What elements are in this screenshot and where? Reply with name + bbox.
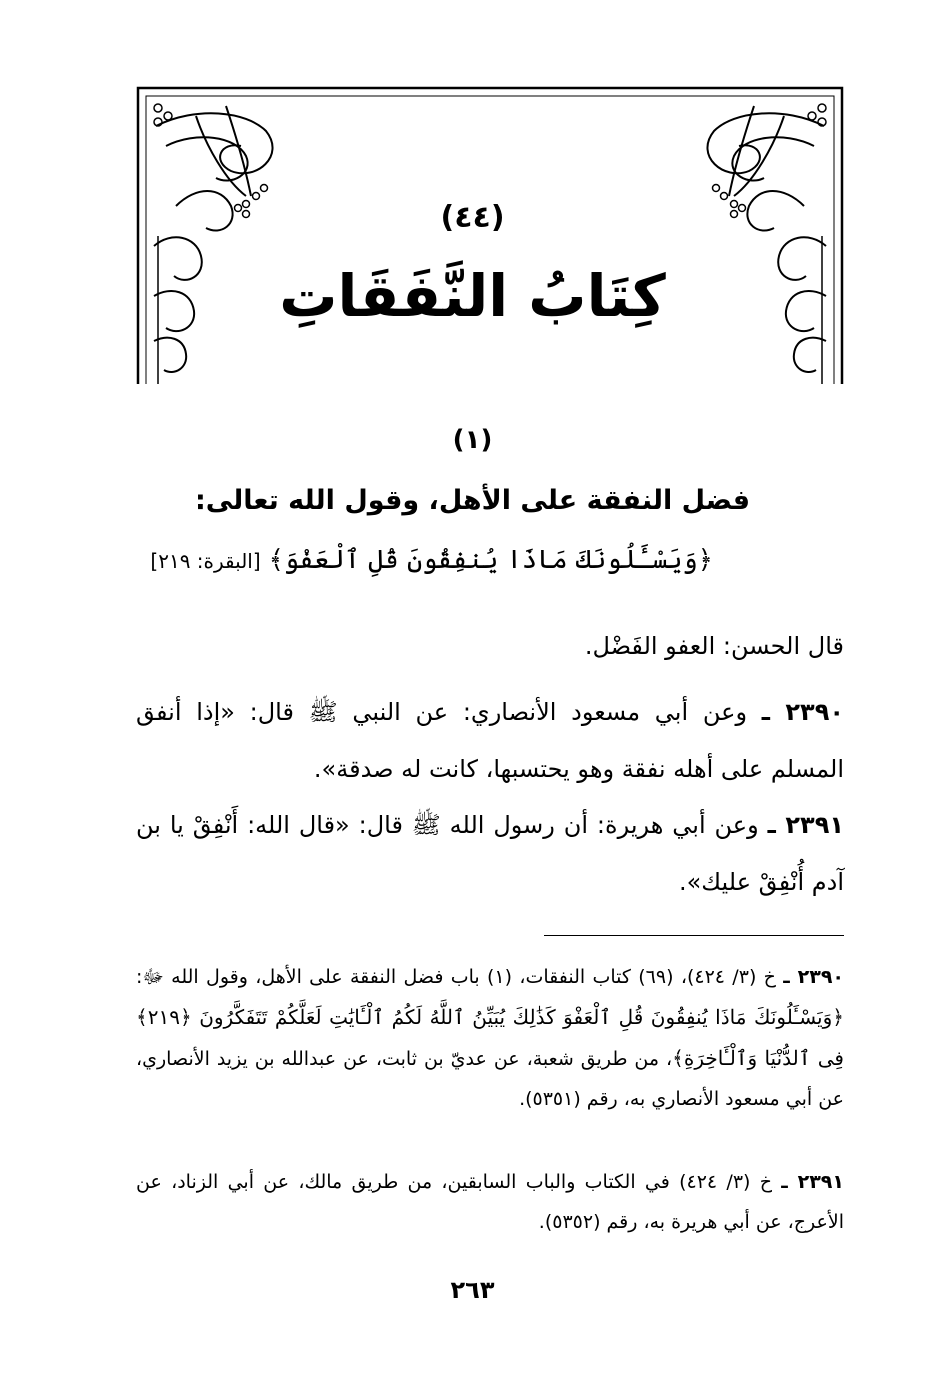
footnote-text: خ (٣/ ٤٢٤) في الكتاب والباب السابقين، من طريق مالك، عن أبي الزناد، عن الأعرج، عن أبي هريرة به، رقم (٥٣٥٢).: [136, 1171, 844, 1233]
chapter-verse: ﴿وَيَسْـَٔلُونَكَ مَاذَا يُنفِقُونَ قُلِ ٱلْعَفْوَ﴾: [268, 545, 713, 575]
book-title: كِتَابُ النَّفَقَاتِ: [279, 262, 666, 330]
footnote-2391: [136, 1162, 844, 1242]
hadith-text: وعن أبي مسعود الأنصاري: عن النبي ﷺ قال: «إذا أنفق المسلم على أهله نفقة وهو يحتسبها، كانت له صدقة».: [136, 698, 844, 783]
hadith-2390: [136, 684, 844, 798]
footnote-2390: [136, 957, 844, 1119]
ornamental-frame: [136, 86, 844, 384]
paragraph-hasan: [136, 618, 844, 675]
footnote-verse: ﴿وَيَسْـَٔلُونَكَ مَاذَا يُنفِقُونَ قُلِ ٱلْعَفْوَ كَذَٰلِكَ يُبَيِّنُ ٱللَّهُ لَكُمُ ٱلْـَٔايَٰتِ لَعَلَّكُمْ تَتَفَكَّرُونَ ﴿٢١٩﴾ فِى ٱلدُّنْيَا وَٱلْـَٔاخِرَةِ﴾: [136, 1005, 844, 1070]
hadith-2391: [136, 797, 844, 911]
footnote-text: خ (٣/ ٤٢٤)، (٦٩) كتاب النفقات، (١) باب فضل النفقة على الأهل، وقول الله ﷻ:: [136, 966, 776, 988]
hadith-number: ٢٣٩١ ـ: [767, 811, 844, 839]
hadith-number: ٢٣٩٠ ـ: [761, 698, 844, 726]
paragraph-text: قال الحسن: العفو الفَضْل.: [584, 632, 844, 660]
chapter-number: (١): [452, 425, 493, 455]
page-number: ٢٦٣: [450, 1276, 495, 1304]
footnote-number: ٢٣٩٠ ـ: [783, 966, 845, 988]
chapter-verse-ref: [البقرة: ٢١٩]: [150, 549, 261, 573]
book-number: (٤٤): [440, 200, 505, 235]
hadith-text: وعن أبي هريرة: أن رسول الله ﷺ قال: «قال الله: أَنْفِقْ يا بن آدم أُنْفِقْ عليك».: [136, 811, 844, 896]
chapter-title: فضل النفقة على الأهل، وقول الله تعالى:: [194, 485, 751, 516]
footnote-text-after: ، من طريق شعبة، عن عديّ بن ثابت، عن عبدالله بن يزيد الأنصاري، عن أبي مسعود الأنصاري به، رقم (٥٣٥١).: [136, 1048, 844, 1110]
footnote-divider: [544, 935, 844, 936]
footnote-number: ٢٣٩١ ـ: [781, 1171, 844, 1193]
chapter-verse-line: [150, 545, 713, 575]
